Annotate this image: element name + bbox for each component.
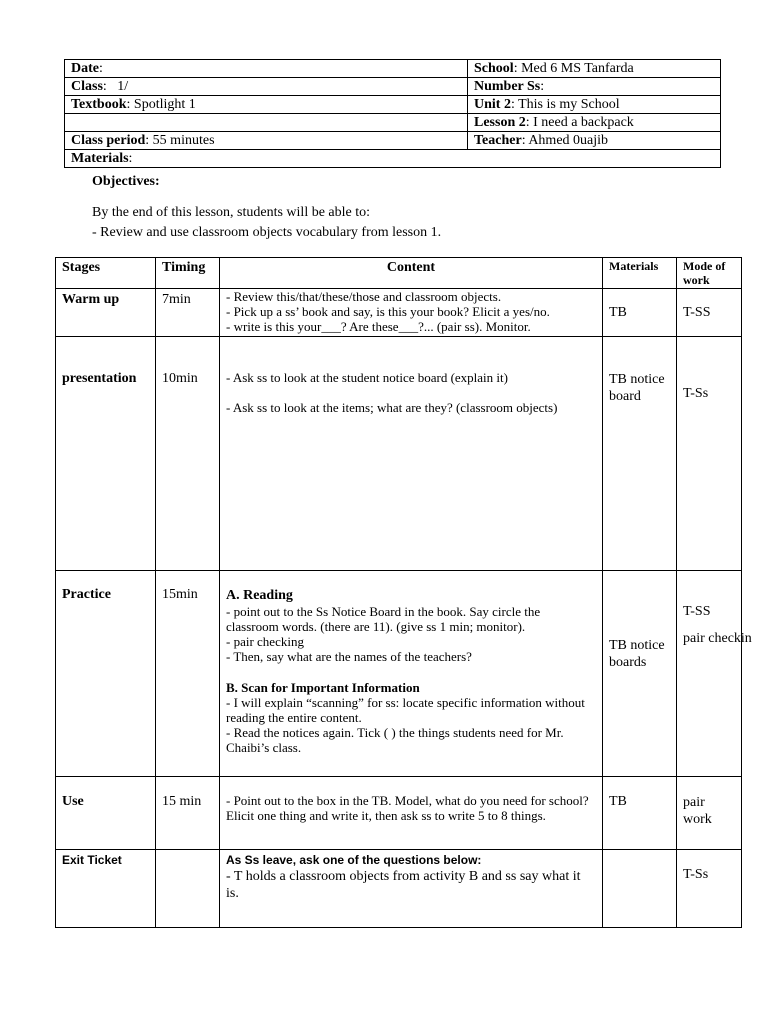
content-line: - I will explain “scanning” for ss: locate specific information without reading the entire content. [226,695,585,725]
stage-cell: Use [56,777,156,850]
number-label: Number Ss [474,79,541,94]
header-materials: Materials [603,258,677,289]
unit-label: Unit 2 [474,97,511,112]
timing-cell: 15 min [156,777,220,850]
content-line: - write is this your___? Are these___?... (pair ss). Monitor. [226,319,531,334]
empty-cell [65,114,468,132]
content-cell [220,777,603,850]
stage-cell: Practice [56,571,156,777]
teacher-label: Teacher [474,133,522,148]
content-line: - Pick up a ss’ book and say, is this your book? Elicit a yes/no. [226,304,550,319]
materials-cell: TB notice boards [603,571,677,777]
class-label: Class [71,79,103,94]
materials-cell: TB [603,289,677,337]
materials-cell: TB [603,777,677,850]
content-line: - Point out to the box in the TB. Model, what do you need for school? Elicit one thing and write it, then ask ss to write 5 to 8 things. [226,793,589,823]
timing-cell: 10min [156,337,220,571]
date-cell [65,60,468,78]
objectives-heading: Objectives: [92,174,160,189]
mode-cell [677,571,752,777]
textbook-value: : Spotlight 1 [126,97,196,112]
number-cell [468,78,721,96]
materials-cell [65,150,721,168]
class-value: : 1/ [102,79,129,94]
lesson-plan-table [55,257,752,928]
materials-cell [603,850,677,928]
mode-cell: T-Ss [677,337,742,571]
timing-cell [156,850,220,928]
content-line: - Ask ss to look at the items; what are they? (classroom objects) [226,400,558,415]
header-timing: Timing [156,258,220,289]
mode-line: pair checkin [683,631,752,646]
header-stages: Stages [56,258,156,289]
table-row [56,777,742,850]
section-heading: B. Scan for Important Information [226,680,420,695]
materials-label: Materials [71,151,129,166]
content-line: - T holds a classroom objects from activity B and ss say what it is. [226,869,581,901]
lesson-info-table [64,59,721,168]
content-cell [220,850,603,928]
period-label: Class period [71,133,146,148]
content-cell [220,289,603,337]
table-header-row [56,258,742,289]
unit-value: : This is my School [510,97,620,112]
content-line: - Review this/that/these/those and classroom objects. [226,289,502,304]
mode-line: T-SS [683,604,711,619]
stage-cell: Warm up [56,289,156,337]
lesson-cell [468,114,721,132]
stage-cell: Exit Ticket [56,850,156,928]
content-line: - pair checking [226,634,304,649]
unit-cell [468,96,721,114]
table-row [56,337,742,571]
content-line: - Then, say what are the names of the teachers? [226,649,472,664]
table-row [56,850,742,928]
mode-cell: pair work [677,777,742,850]
mode-cell: T-Ss [677,850,742,928]
number-value: : [540,79,545,94]
textbook-cell [65,96,468,114]
section-heading: As Ss leave, ask one of the questions below: [226,853,482,867]
textbook-label: Textbook [71,97,127,112]
table-row [56,289,742,337]
table-row [56,571,742,777]
content-cell [220,337,603,571]
lesson-label: Lesson 2 [474,115,526,130]
teacher-value: : Ahmed 0uajib [521,133,609,148]
stage-cell: presentation [56,337,156,571]
materials-value: : [128,151,133,166]
school-label: School [474,61,514,76]
content-cell [220,571,603,777]
timing-cell: 15min [156,571,220,777]
content-line: - Ask ss to look at the student notice board (explain it) [226,370,508,385]
school-value: : Med 6 MS Tanfarda [513,61,634,76]
content-line: - point out to the Ss Notice Board in the book. Say circle the classroom words. (there are 11). (give ss 1 min; monitor). [226,604,541,634]
lesson-value: : I need a backpack [525,115,634,130]
period-value: : 55 minutes [145,133,215,148]
objectives-item: - Review and use classroom objects vocabulary from lesson 1. [92,225,442,240]
date-label: Date [71,61,99,76]
header-mode: Mode of work [677,258,742,289]
header-content: Content [220,258,603,289]
period-cell [65,132,468,150]
objectives-intro: By the end of this lesson, students will be able to: [92,205,371,220]
teacher-cell [468,132,721,150]
school-cell [468,60,721,78]
timing-cell: 7min [156,289,220,337]
date-value: : [99,61,103,76]
section-heading: A. Reading [226,588,293,603]
content-line: - Read the notices again. Tick ( ) the things students need for Mr. Chaibi’s class. [226,725,564,755]
materials-cell: TB notice board [603,337,677,571]
mode-cell: T-SS [677,289,742,337]
class-cell [65,78,468,96]
